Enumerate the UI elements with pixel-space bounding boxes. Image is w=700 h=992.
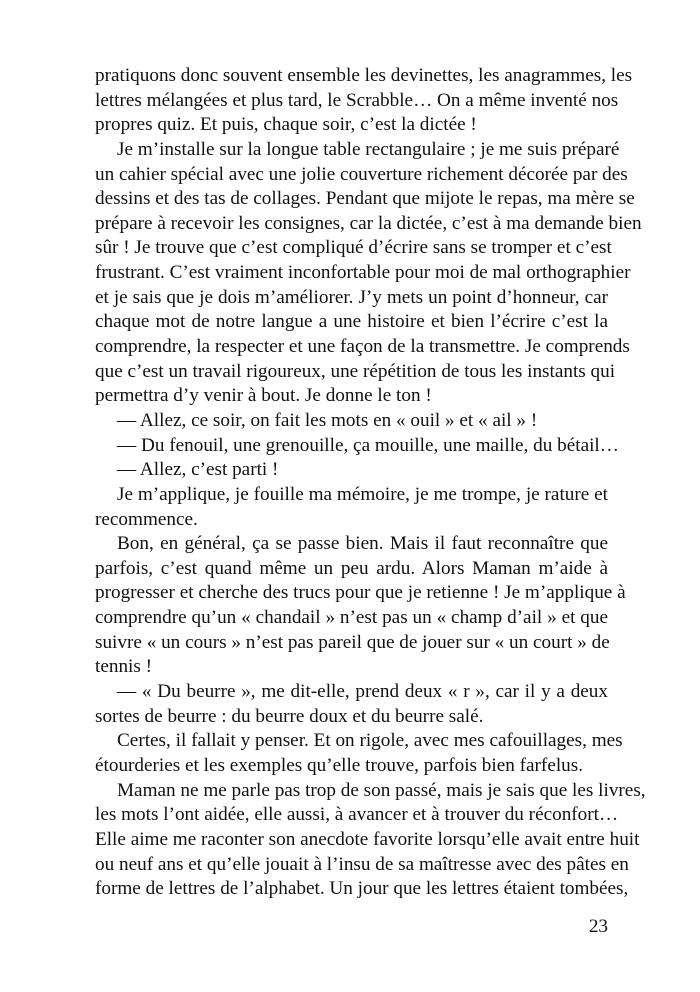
text-line: — « Du beurre », me dit-elle, prend deux « r », car il y a deux (117, 681, 608, 703)
text-line: sûr ! Je trouve que c’est compliqué d’écrire sans se tromper et c’est (95, 237, 612, 259)
text-line: Elle aime me raconter son anecdote favorite lorsqu’elle avait entre huit (95, 828, 640, 850)
text-line: Je m’installe sur la longue table rectangulaire ; je me suis préparé (117, 138, 620, 160)
paragraph (95, 64, 633, 138)
text-line: propres quiz. Et puis, chaque soir, c’est la dictée ! (95, 114, 477, 136)
text-line: tennis ! (95, 656, 153, 678)
paragraph (95, 409, 608, 434)
text-line: les mots l’ont aidée, elle aussi, à avancer et à trouver du réconfort… (95, 804, 619, 826)
text-line: recommence. (95, 508, 198, 530)
text-line: un cahier spécial avec une jolie couverture richement décorée par des (95, 163, 628, 185)
text-line: forme de lettres de l’alphabet. Un jour que les lettres étaient tombées, (95, 878, 629, 900)
paragraph (95, 483, 608, 532)
text-line: — Allez, ce soir, on fait les mots en « ouil » et « ail » ! (117, 409, 538, 431)
text-line: Maman ne me parle pas trop de son passé, mais je sais que les livres, (117, 779, 646, 801)
text-line: sortes de beurre : du beurre doux et du beurre salé. (95, 705, 484, 727)
paragraph (95, 729, 623, 778)
paragraph (95, 680, 608, 729)
text-line: suivre « un cours » n’est pas pareil que de jouer sur « un court » de (95, 631, 610, 653)
body-text (95, 64, 646, 902)
text-line: Certes, il fallait y penser. Et on rigole, avec mes cafouillages, mes (117, 730, 623, 752)
text-line: Je m’applique, je fouille ma mémoire, je me trompe, je rature et (117, 483, 608, 505)
text-line: dessins et des tas de collages. Pendant que mijote le repas, ma mère se (95, 188, 635, 210)
paragraph (95, 434, 619, 459)
text-line: étourderies et les exemples qu’elle trouve, parfois bien farfelus. (95, 754, 584, 776)
text-line: lettres mélangées et plus tard, le Scrabble… On a même inventé nos (95, 89, 619, 111)
text-line: prépare à recevoir les consignes, car la dictée, c’est à ma demande bien (95, 212, 642, 234)
text-line: parfois, c’est quand même un peu ardu. Alors Maman m’aide à (95, 557, 608, 579)
text-line: comprendre qu’un « chandail » n’est pas un « champ d’ail » et que (95, 607, 608, 629)
paragraph (95, 779, 646, 902)
text-line: ou neuf ans et qu’elle jouait à l’insu de sa maîtresse avec des pâtes en (95, 853, 629, 875)
text-line: — Allez, c’est parti ! (117, 459, 279, 481)
text-line: — Du fenouil, une grenouille, ça mouille, une maille, du bétail… (117, 434, 619, 456)
text-line: pratiquons donc souvent ensemble les devinettes, les anagrammes, les (95, 65, 633, 86)
text-line: permettra d’y venir à bout. Je donne le ton ! (95, 385, 432, 407)
page-number: 23 (588, 916, 608, 937)
text-line: progresser et cherche des trucs pour que je retienne ! Je m’applique à (95, 582, 626, 604)
paragraph (95, 532, 626, 680)
paragraph (95, 138, 642, 409)
text-line: chaque mot de notre langue a une histoire et bien l’écrire c’est la (95, 311, 608, 333)
text-line: que c’est un travail rigoureux, une répétition de tous les instants qui (95, 360, 616, 382)
text-line: comprendre, la respecter et une façon de la transmettre. Je comprends (95, 336, 630, 358)
paragraph (95, 458, 608, 483)
text-line: et je sais que je dois m’améliorer. J’y mets un point d’honneur, car (95, 286, 608, 308)
text-line: Bon, en général, ça se passe bien. Mais il faut reconnaître que (117, 533, 608, 555)
text-line: frustrant. C’est vraiment inconfortable pour moi de mal orthographier (95, 262, 631, 284)
